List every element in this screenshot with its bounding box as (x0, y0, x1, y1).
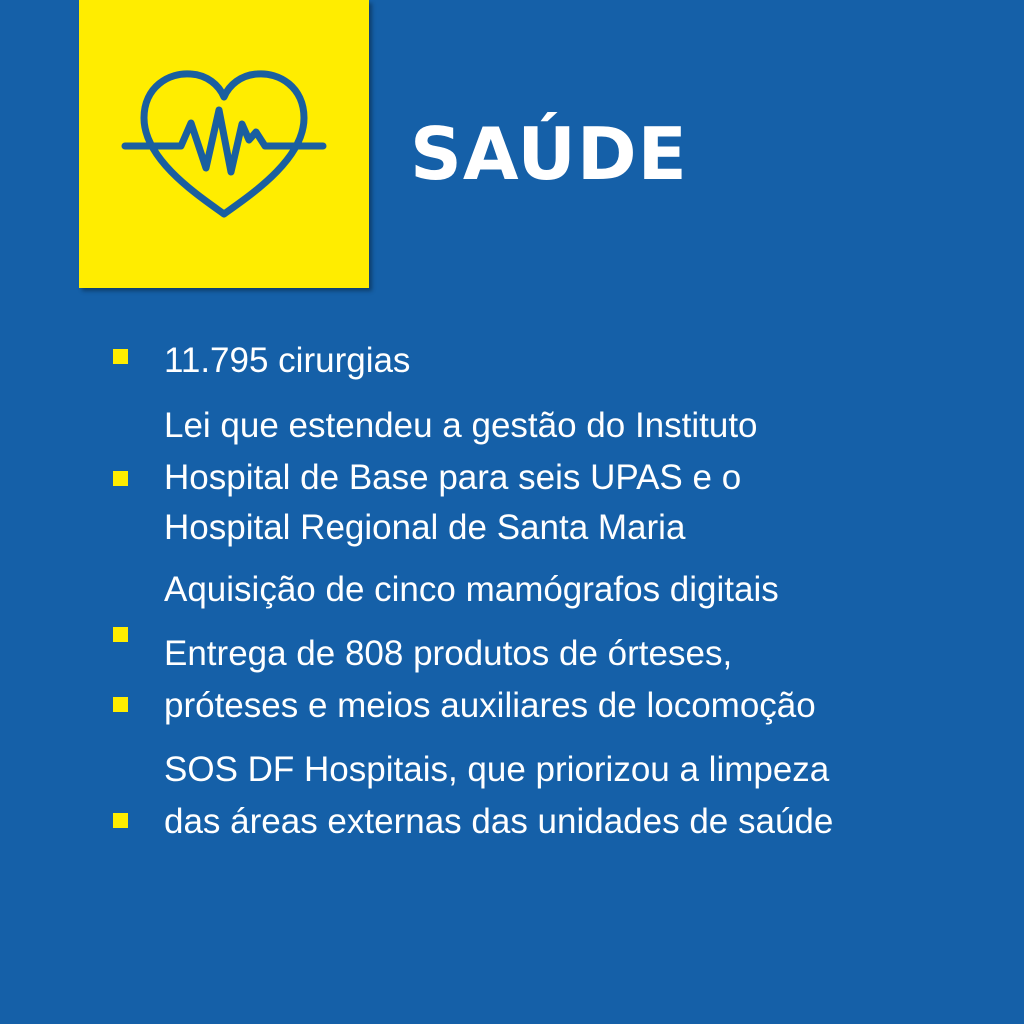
list-item-text: Hospital Regional de Santa Maria (164, 508, 686, 547)
list-item-text: 11.795 cirurgias (164, 341, 411, 380)
list-item-text: das áreas externas das unidades de saúde (164, 802, 834, 841)
list-item-text: Lei que estendeu a gestão do Instituto (164, 406, 758, 445)
page-title: SAÚDE (410, 112, 688, 196)
list-item-text: próteses e meios auxiliares de locomoção (164, 686, 816, 725)
bullet-square-icon (113, 349, 128, 364)
list-item-text: Aquisição de cinco mamógrafos digitais (164, 570, 779, 609)
list-item-text: Hospital de Base para seis UPAS e o (164, 458, 742, 497)
bullet-square-icon (113, 471, 128, 486)
bullet-square-icon (113, 813, 128, 828)
bullet-square-icon (113, 627, 128, 642)
bullet-square-icon (113, 697, 128, 712)
list-item-text: SOS DF Hospitais, que priorizou a limpeza (164, 750, 830, 789)
list-item-text: Entrega de 808 produtos de órteses, (164, 634, 733, 673)
